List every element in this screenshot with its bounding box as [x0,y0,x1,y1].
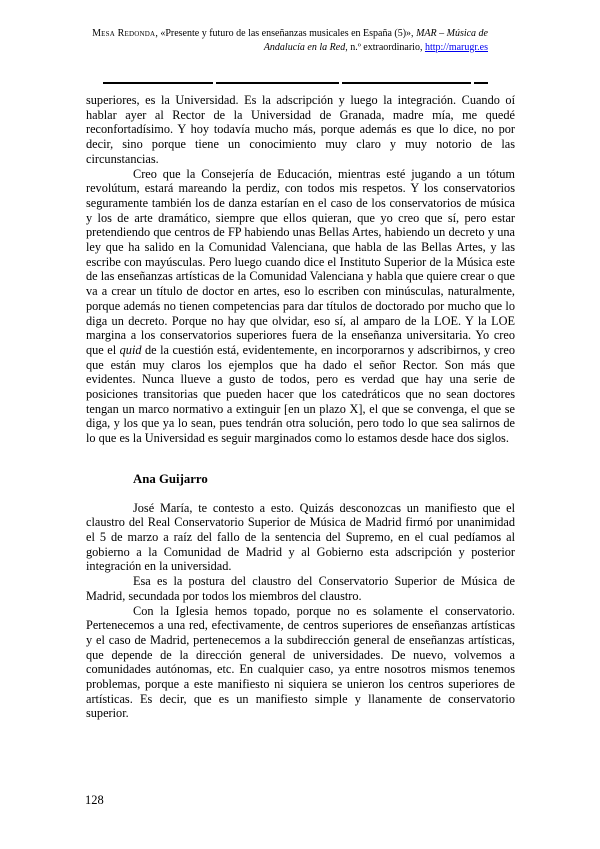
header-rule [103,82,488,84]
body-paragraph-3: José María, te contesto a esto. Quizás desconozcas un manifiesto que el claustro del Real Conservatorio Superior de Música de Madrid firmó por unanimidad el 5 de marzo a raíz del fallo de la sentencia del Supremo, en el cual pedíamos al gobierno a la Comunidad de Madrid y al Gobierno esta adscripción y posterior integración en la universidad. [86,500,515,574]
article-title-segment: , «Presente y futuro de las enseñanzas musicales en España (5)», [155,28,417,39]
speaker-heading: Ana Guijarro [133,471,208,486]
paragraph-2-italic-term: quid [119,342,142,357]
running-header [86,27,488,55]
page-number: 128 [85,793,104,807]
body-paragraph-5: Con la Iglesia hemos topado, porque no es solamente el conservatorio. Pertenecemos a una red, efectivamente, de centros superiores de enseñanzas artísticas y el caso de Madrid, pertenecemos a la subdirección general de enseñanzas artísticas, que depende de la dirección general de universidades. De nuevo, volvemos a comunidades autónomas, etc. En cualquier caso, ya entre nosotros mismos tenemos problemas, porque a este manifiesto ni siquiera se unieron los centros superiores de artísticas. Es decir, que es un manifiesto simple y llanamente de conservatorio superior. [86,603,515,721]
body-paragraph-4: Esa es la postura del claustro del Conservatorio Superior de Música de Madrid, secundada por todos los miembros del claustro. [86,574,515,603]
body-paragraph-2 [86,167,515,446]
paragraph-2-text: Creo que la Consejería de Educación, mientras esté jugando a un tótum revolútum, estará mareando la perdiz, con todos mis respetos. Y los conservatorios seguramente también los de danza estarían en el caso de los conservatorios de música y los de arte dramático, siempre que ellos quieran, que yo creo que sí, pero estar pretendiendo que centros de FP habiendo unas Bellas Artes, habiendo un decreto y una ley que ha salido en la Comunidad Valenciana, que habla de las Bellas Artes, y las escribe con mayúsculas. Pero luego cuando dice el Instituto Superior de la Música este de las enseñanzas artísticas de la Comunidad Valenciana y habla que quiere crear o que va a crear un título de doctor en artes, eso lo escriben con minúsculas, naturalmente, porque además no tienen competencias para dar títulos de doctorado por mucho que lo diga un decreto. Porque no hay que olvidar, eso sí, al amparo de la LOE. Y la LOE margina a los conservatorios superiores fuera de la enseñanza universitaria. Yo creo que el [86,166,515,357]
issue-info-segment: , n.º extraordinario, [345,42,425,53]
series-title: Mesa Redonda [92,28,156,39]
body-paragraph-1: superiores, es la Universidad. Es la adscripción y luego la integración. Cuando oí hablar ayer al Rector de la Universidad de Granada, madre mía, me quedé reconfortadísimo. Y hoy todavía mucho más, porque además es que lo dice, no por decir, sino porque tiene un conocimiento muy claro y muy notorio de las circunstancias. [86,93,515,166]
paragraph-2-text-continued: de la cuestión está, evidentemente, en incorporarnos y adscribirnos, y creo que están muy claros los ejemplos que ha dado el señor Rector. Son más que evidentes. Nunca llueve a gusto de todos, pero es verdad que hay una serie de posiciones transitorias que pueden hacer que los catedráticos que no sean doctores tengan un marco normativo a extinguir [en un plazo X], el que se convenga, el que se diga, y los que ya lo sean, pues tendrán otra solución, pero todo lo que sea salirnos de lo que es la Universidad es seguir marginados como lo estamos desde hace dos siglos. [86,342,515,446]
journal-title: MAR – Música de Andalucía en la Red [263,28,488,53]
journal-url-link[interactable]: http://marugr.es [424,42,488,53]
page-body [86,93,515,721]
